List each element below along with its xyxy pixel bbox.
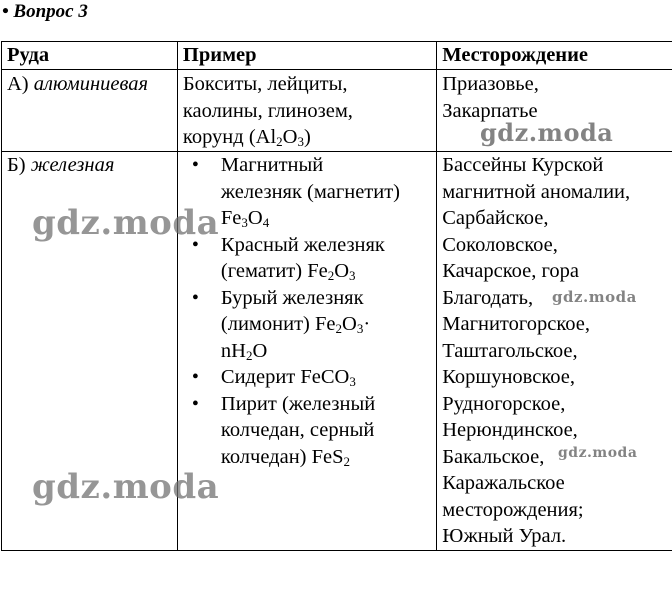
ore-letter: А) [7,73,29,95]
deposit-line: месторождения; [442,498,584,521]
deposit-line: Закарпатье [442,99,538,122]
watermark: gdz.moda [32,467,220,507]
example-line: каолины, глинозем, [182,99,353,122]
example-cell [177,152,436,551]
ore-cell [2,70,178,152]
deposit-line: Благодать, [442,286,534,309]
list-item: • Красный железняк (гематит) $Fe_2O_3$ [183,232,436,285]
list-item: • Магнитный железняк (магнетит) $Fe_3O_4$ [183,152,436,232]
table-row [2,70,672,152]
table-header-row [2,42,672,70]
question-heading: • Вопрос 3 [2,1,88,22]
deposit-line: Соколовское, [442,233,558,256]
ore-name: алюминиевая [33,73,149,95]
deposit-line: Бакальское, [442,445,545,468]
deposit-line: Бассейны Курской [442,154,604,176]
deposit-line: Качарское, гора [442,260,579,282]
list-item: • Сидерит FeCO$_3$ [183,364,436,391]
deposit-line: Коршуновское, [442,366,575,388]
list-item: • Пирит (железный колчедан, серный колчедан) FeS$_2$ [183,391,436,471]
watermark: gdz.moda [558,445,638,461]
ore-letter: Б) [7,154,26,176]
deposit-line: Каражальское [442,472,565,494]
deposit-line: Нерюндинское, [442,419,578,441]
example-line: Бокситы, лейциты, [182,73,348,95]
watermark: gdz.moda [480,118,614,147]
deposit-line: Приазовье, [442,73,539,95]
watermark: gdz.moda [552,288,637,306]
header-deposit: Месторождение [437,42,672,70]
ore-table [1,41,672,551]
mineral-list [183,152,436,470]
deposit-line: Таштагольское, [442,339,578,362]
deposit-line: Южный Урал. [442,525,567,547]
deposit-cell [437,70,672,152]
header-ore: Руда [2,42,178,70]
deposit-cell [437,152,672,551]
example-cell [177,70,436,152]
watermark: gdz.moda [32,203,220,243]
list-item: • Бурый железняк (лимонит) $Fe_2O_3\cdot$ $nH_2O$ [183,285,436,365]
deposit-line: Рудногорское, [442,392,566,415]
ore-name: железная [30,154,115,176]
deposit-line: Сарбайское, [442,207,549,229]
example-line: корунд $(Al_2O_3)$ [182,126,311,149]
deposit-line: Магнитогорское, [442,313,591,335]
deposit-line: магнитной аномалии, [442,180,631,203]
ore-cell [2,152,178,551]
table-row [2,152,672,551]
header-example: Пример [177,42,436,70]
